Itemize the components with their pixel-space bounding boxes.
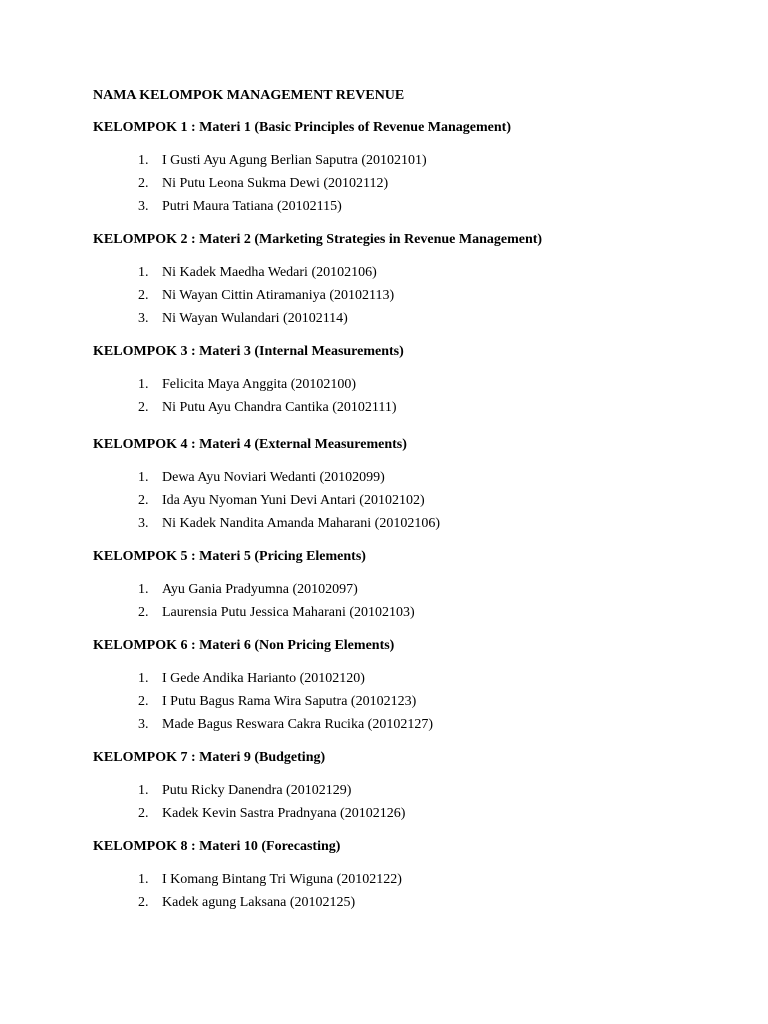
item-number: 2. (138, 400, 149, 415)
group-2 (93, 231, 733, 333)
group-4 (93, 436, 733, 538)
item-number: 2. (138, 288, 149, 303)
list-item (93, 604, 733, 627)
list-item (93, 716, 733, 739)
list-item (93, 175, 733, 198)
group-heading: KELOMPOK 8 : Materi 10 (Forecasting) (93, 839, 341, 854)
group-7 (93, 749, 733, 828)
item-number: 3. (138, 311, 149, 326)
member-name: Made Bagus Reswara Cakra Rucika (20102127) (162, 717, 433, 732)
member-name: Ni Wayan Cittin Atiramaniya (20102113) (162, 288, 395, 303)
item-number: 2. (138, 895, 149, 910)
list-item (93, 693, 733, 716)
list-item (93, 581, 733, 604)
group-3 (93, 343, 733, 422)
list-item (93, 894, 733, 917)
item-number: 1. (138, 470, 149, 485)
list-item (93, 287, 733, 310)
group-heading: KELOMPOK 5 : Materi 5 (Pricing Elements) (93, 549, 366, 564)
list-item (93, 152, 733, 175)
list-item (93, 469, 733, 492)
group-5 (93, 548, 733, 627)
group-8 (93, 838, 733, 917)
list-item (93, 264, 733, 287)
group-heading: KELOMPOK 4 : Materi 4 (External Measurements) (93, 437, 407, 452)
member-list (93, 871, 733, 917)
list-item (93, 492, 733, 515)
list-item (93, 399, 733, 422)
item-number: 1. (138, 582, 149, 597)
item-number: 1. (138, 671, 149, 686)
item-number: 2. (138, 176, 149, 191)
list-item (93, 805, 733, 828)
member-list (93, 581, 733, 627)
member-list (93, 670, 733, 739)
item-number: 1. (138, 153, 149, 168)
member-name: Putri Maura Tatiana (20102115) (162, 199, 342, 214)
group-1 (93, 119, 733, 221)
item-number: 1. (138, 783, 149, 798)
group-heading: KELOMPOK 1 : Materi 1 (Basic Principles of Revenue Management) (93, 120, 511, 135)
item-number: 1. (138, 265, 149, 280)
group-heading: KELOMPOK 7 : Materi 9 (Budgeting) (93, 750, 326, 765)
member-list (93, 376, 733, 422)
list-item (93, 782, 733, 805)
member-name: I Gusti Ayu Agung Berlian Saputra (20102101) (162, 153, 427, 168)
item-number: 3. (138, 199, 149, 214)
member-name: Ni Putu Ayu Chandra Cantika (20102111) (162, 400, 397, 415)
item-number: 3. (138, 717, 149, 732)
list-item (93, 376, 733, 399)
member-name: I Gede Andika Harianto (20102120) (162, 671, 365, 686)
member-name: Felicita Maya Anggita (20102100) (162, 377, 357, 392)
member-name: Ni Putu Leona Sukma Dewi (20102112) (162, 176, 389, 191)
item-number: 2. (138, 605, 149, 620)
member-list (93, 469, 733, 538)
member-name: Ni Wayan Wulandari (20102114) (162, 311, 348, 326)
group-6 (93, 637, 733, 739)
member-name: Ida Ayu Nyoman Yuni Devi Antari (20102102) (162, 493, 425, 508)
member-name: Ni Kadek Maedha Wedari (20102106) (162, 265, 377, 280)
item-number: 2. (138, 694, 149, 709)
member-name: I Putu Bagus Rama Wira Saputra (20102123) (162, 694, 417, 709)
group-heading: KELOMPOK 6 : Materi 6 (Non Pricing Elements) (93, 638, 395, 653)
member-name: Ayu Gania Pradyumna (20102097) (162, 582, 358, 597)
item-number: 1. (138, 872, 149, 887)
group-heading: KELOMPOK 3 : Materi 3 (Internal Measurements) (93, 344, 404, 359)
member-name: Putu Ricky Danendra (20102129) (162, 783, 352, 798)
member-name: Dewa Ayu Noviari Wedanti (20102099) (162, 470, 385, 485)
list-item (93, 871, 733, 894)
member-list (93, 782, 733, 828)
item-number: 2. (138, 806, 149, 821)
member-list (93, 264, 733, 333)
list-item (93, 515, 733, 538)
member-name: Kadek agung Laksana (20102125) (162, 895, 356, 910)
list-item (93, 670, 733, 693)
document-title: NAMA KELOMPOK MANAGEMENT REVENUE (93, 88, 405, 103)
list-item (93, 310, 733, 333)
member-name: Kadek Kevin Sastra Pradnyana (20102126) (162, 806, 406, 821)
member-name: Laurensia Putu Jessica Maharani (20102103) (162, 605, 415, 620)
list-item (93, 198, 733, 221)
group-heading: KELOMPOK 2 : Materi 2 (Marketing Strategies in Revenue Management) (93, 232, 543, 247)
member-name: Ni Kadek Nandita Amanda Maharani (20102106) (162, 516, 440, 531)
item-number: 1. (138, 377, 149, 392)
member-name: I Komang Bintang Tri Wiguna (20102122) (162, 872, 402, 887)
item-number: 2. (138, 493, 149, 508)
member-list (93, 152, 733, 221)
item-number: 3. (138, 516, 149, 531)
